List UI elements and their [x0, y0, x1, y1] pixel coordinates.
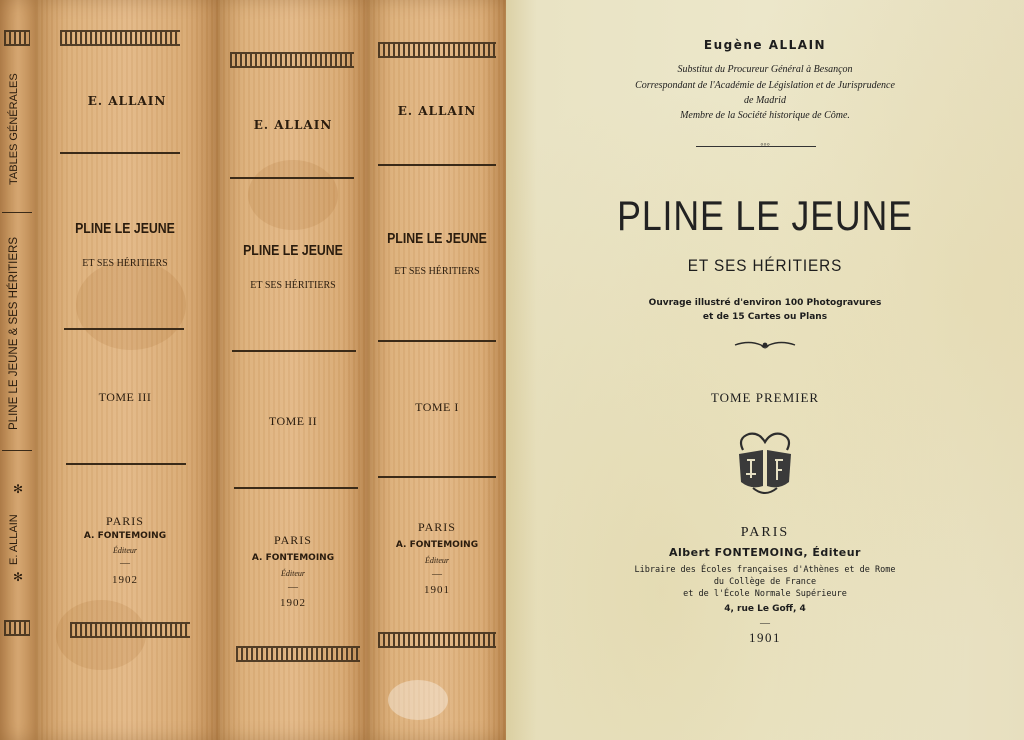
spine-ornament-bottom	[4, 620, 30, 636]
spine-tables-generales	[0, 0, 36, 740]
spine-rule	[378, 476, 496, 478]
spine-tome-2	[218, 0, 368, 740]
title-page-year: 1901	[749, 630, 781, 645]
spine-stain	[76, 260, 186, 350]
spine-publisher: A. FONTEMOING	[251, 553, 335, 563]
illustration-note: Ouvrage illustré d'environ 100 Photogravures	[648, 298, 882, 308]
spine-title: PLINE LE JEUNE	[243, 242, 343, 259]
spine-tome-1	[368, 0, 506, 740]
spine-ornament-top	[230, 52, 354, 68]
publisher-emblem	[506, 428, 1024, 501]
fleuron-icon	[733, 338, 797, 352]
spine-publisher: A. FONTEMOING	[83, 531, 167, 541]
spine-ornament-top	[60, 30, 180, 46]
title-page	[506, 0, 1024, 740]
spine-stain	[248, 160, 338, 230]
spine-author: E. ALLAIN	[397, 104, 477, 118]
spine-year: 1901	[424, 584, 450, 596]
spine-ornament-top	[4, 30, 30, 46]
affiliation-line: Correspondant de l'Académie de Législation et de Jurisprudence	[635, 80, 895, 91]
illustration-note: et de 15 Cartes ou Plans	[702, 312, 828, 322]
spine-rule	[378, 340, 496, 342]
spine-star-icon: ✻	[12, 482, 24, 496]
spine-vertical-main: PLINE LE JEUNE & SES HÉRITIERS	[8, 236, 20, 430]
affiliation-line: de Madrid	[744, 95, 786, 106]
affiliation-line: Substitut du Procureur Général à Besançon	[677, 64, 853, 75]
spine-rule	[2, 450, 32, 451]
spine-tome-3	[36, 0, 218, 740]
spine-dash: —	[288, 582, 298, 593]
spine-dash: —	[120, 558, 130, 569]
spine-editor: Éditeur	[281, 569, 305, 578]
affiliation-line: Membre de la Société historique de Côme.	[680, 110, 850, 121]
spine-city: PARIS	[418, 520, 456, 534]
spine-ornament-top	[378, 42, 496, 58]
spine-tome: TOME I	[415, 400, 459, 414]
spine-city: PARIS	[274, 533, 312, 547]
spine-rule	[60, 152, 180, 154]
library-line: Libraire des Écoles françaises d'Athènes et de Rome	[634, 565, 896, 575]
spine-star-icon: ✻	[12, 570, 24, 584]
spine-subtitle: ET SES HÉRITIERS	[250, 280, 336, 291]
library-line: et de l'École Normale Supérieure	[683, 589, 847, 599]
spine-vertical-author: E. ALLAIN	[8, 514, 20, 565]
spine-rule	[2, 212, 32, 213]
spine-vertical-title: TABLES GÉNÉRALES	[8, 73, 20, 185]
spine-ornament-bottom	[236, 646, 360, 662]
spine-subtitle: ET SES HÉRITIERS	[82, 258, 168, 269]
spine-tome: TOME III	[98, 390, 152, 404]
divider-ornament: ◦◦◦	[760, 139, 770, 149]
spine-year: 1902	[112, 574, 138, 586]
spine-title: PLINE LE JEUNE	[387, 230, 487, 247]
spine-year: 1902	[280, 597, 306, 609]
library-line: du Collège de France	[713, 577, 817, 587]
spine-rule	[232, 350, 356, 352]
title-page-author: Eugène ALLAIN	[703, 38, 827, 52]
spine-subtitle: ET SES HÉRITIERS	[394, 266, 480, 277]
spine-dash: —	[432, 569, 442, 580]
spine-city: PARIS	[106, 514, 144, 528]
spine-rule	[378, 164, 496, 166]
spine-rule	[64, 328, 184, 330]
spine-author: E. ALLAIN	[87, 94, 167, 108]
spine-rule	[66, 463, 186, 465]
spine-rule	[234, 487, 358, 489]
title-page-city: PARIS	[740, 525, 790, 540]
fleuron-ornament	[506, 338, 1024, 357]
title-page-dash: —	[760, 618, 770, 629]
title-page-title: PLINE LE JEUNE	[617, 192, 913, 239]
spine-author: E. ALLAIN	[253, 118, 333, 132]
spine-stain	[388, 680, 448, 720]
spine-publisher: A. FONTEMOING	[395, 540, 479, 550]
spine-rule	[230, 177, 354, 179]
spine-editor: Éditeur	[113, 546, 137, 555]
title-page-subtitle: ET SES HÉRITIERS	[687, 256, 843, 275]
publisher-address: 4, rue Le Goff, 4	[724, 604, 806, 614]
spine-title: PLINE LE JEUNE	[75, 220, 175, 237]
spine-ornament-bottom	[378, 632, 496, 648]
title-page-tome: TOME PREMIER	[710, 390, 820, 405]
spine-editor: Éditeur	[425, 556, 449, 565]
publisher-monogram-icon	[733, 428, 797, 496]
title-page-publisher: Albert FONTEMOING, Éditeur	[669, 546, 861, 559]
spine-tome: TOME II	[268, 414, 318, 428]
spine-ornament-bottom	[70, 622, 190, 638]
